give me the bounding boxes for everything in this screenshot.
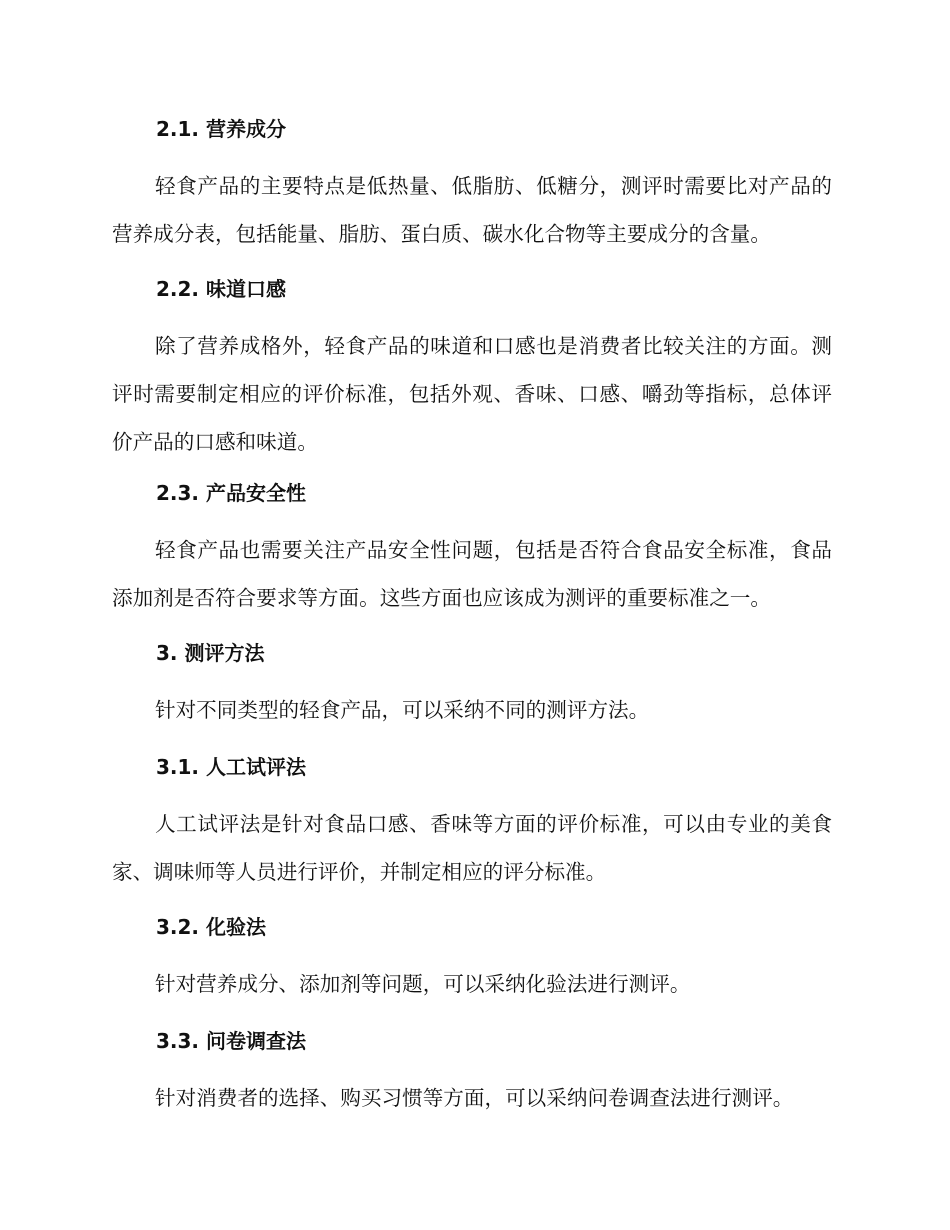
section-heading-2-1: 2.1. 营养成分 bbox=[156, 117, 286, 141]
section-paragraph-3-3: 针对消费者的选择、购买习惯等方面，可以采纳问卷调查法进行测评。 bbox=[155, 1086, 794, 1110]
section-paragraph-2-2: 除了营养成格外，轻食产品的味道和口感也是消费者比较关注的方面。测评时需要制定相应的评价标准，包括外观、香味、口感、嚼劲等指标，总体评价产品的口感和味道。 bbox=[112, 334, 832, 454]
section-heading-3-1: 3.1. 人工试评法 bbox=[156, 755, 306, 779]
section-heading-3-3: 3.3. 问卷调查法 bbox=[156, 1029, 306, 1053]
section-paragraph-2-3: 轻食产品也需要关注产品安全性问题，包括是否符合食品安全标准，食品添加剂是否符合要求等方面。这些方面也应该成为测评的重要标准之一。 bbox=[112, 538, 832, 610]
section-heading-2-2: 2.2. 味道口感 bbox=[156, 277, 286, 301]
section-heading-2-3: 2.3. 产品安全性 bbox=[156, 481, 306, 505]
section-paragraph-3-1: 人工试评法是针对食品口感、香味等方面的评价标准，可以由专业的美食家、调味师等人员进行评价，并制定相应的评分标准。 bbox=[112, 812, 832, 884]
section-paragraph-2-1: 轻食产品的主要特点是低热量、低脂肪、低糖分，测评时需要比对产品的营养成分表，包括能量、脂肪、蛋白质、碳水化合物等主要成分的含量。 bbox=[112, 174, 832, 246]
section-heading-3: 3. 测评方法 bbox=[156, 641, 265, 665]
section-heading-3-2: 3.2. 化验法 bbox=[156, 915, 266, 939]
section-paragraph-3-2: 针对营养成分、添加剂等问题，可以采纳化验法进行测评。 bbox=[155, 972, 691, 996]
section-paragraph-3: 针对不同类型的轻食产品，可以采纳不同的测评方法。 bbox=[155, 698, 650, 722]
